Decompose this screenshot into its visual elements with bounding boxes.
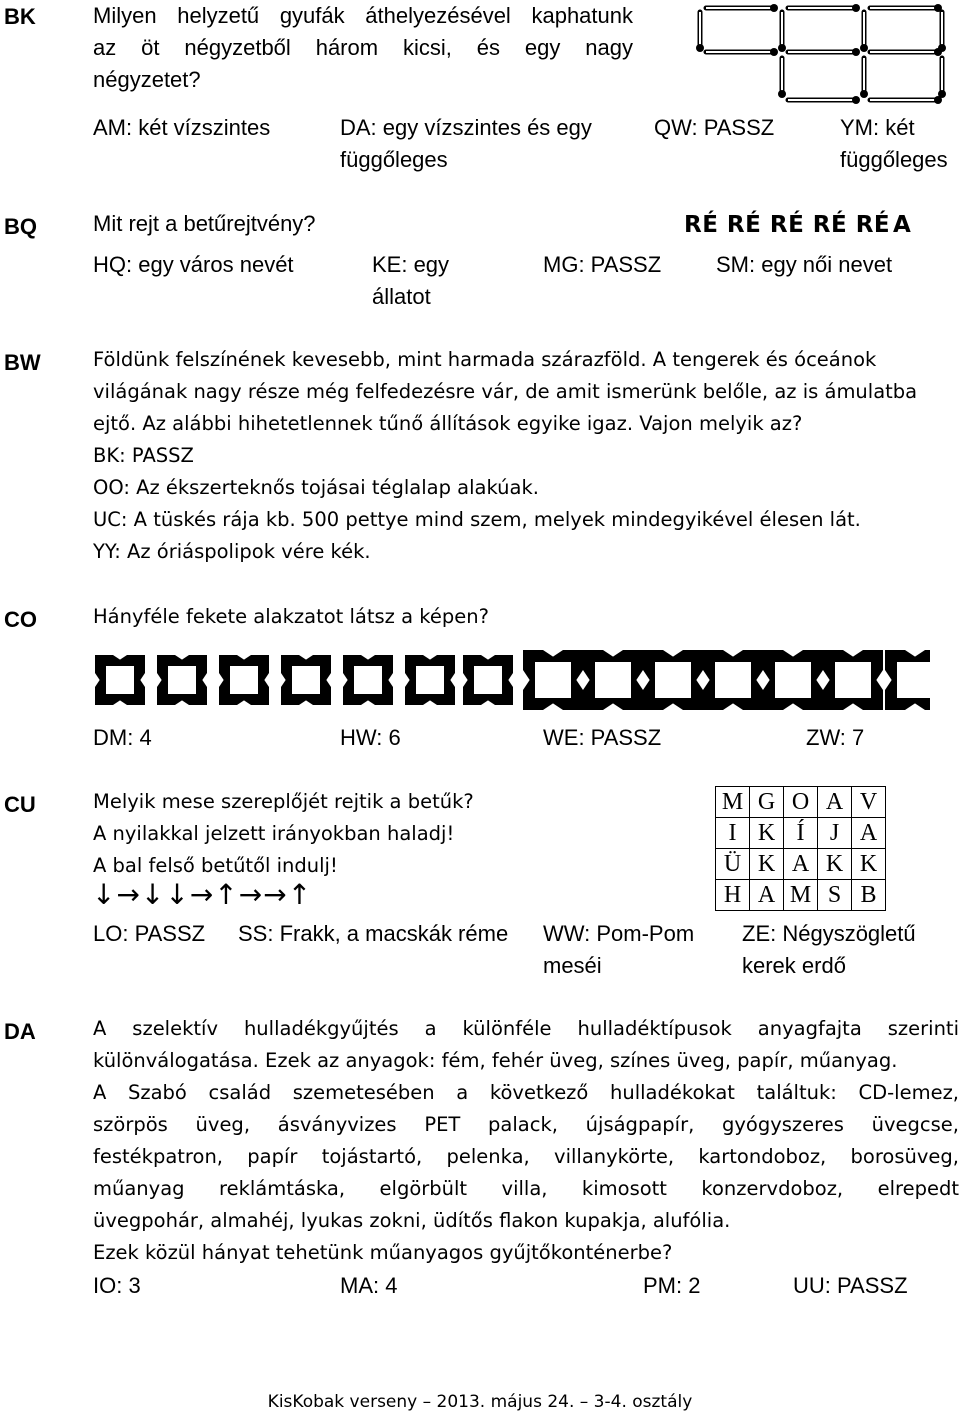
black-shape — [885, 650, 930, 710]
grid-cell: K — [852, 849, 886, 880]
grid-cell: Ü — [716, 849, 750, 880]
grid-cell: A — [750, 880, 784, 911]
grid-cell: A — [818, 787, 852, 818]
grid-row — [716, 880, 886, 911]
question-line: négyzetet? — [93, 67, 201, 92]
answer-ww[interactable] — [543, 918, 694, 982]
black-shape — [823, 650, 883, 710]
answer-oo[interactable]: OO: Az ékszerteknős tojásai téglalap alakúak. — [93, 476, 539, 499]
answer-dm[interactable]: DM: 4 — [93, 725, 152, 750]
grid-cell: J — [818, 818, 852, 849]
black-shape — [157, 655, 207, 705]
matchstick-figure — [690, 0, 960, 110]
black-shape — [763, 650, 823, 710]
matchstick — [788, 48, 860, 56]
question-code-co: CO — [4, 607, 37, 632]
answer-line: függőleges — [840, 147, 948, 172]
question-line: üvegpohár, almahéj, lyukas zokni, üdítős flakon kupakja, alufólia. — [93, 1209, 731, 1232]
matchstick — [706, 48, 778, 56]
black-shape — [405, 655, 455, 705]
black-shape — [219, 655, 269, 705]
grid-cell: B — [852, 880, 886, 911]
question-bk — [93, 0, 633, 96]
matchstick — [860, 58, 868, 98]
answer-uc[interactable]: UC: A tüskés rája kb. 500 pettye mind szem, melyek mindegyikével élesen lát. — [93, 508, 861, 531]
matchstick — [788, 96, 860, 104]
black-shape — [95, 655, 145, 705]
letter-grid — [715, 786, 886, 911]
matchstick — [778, 12, 786, 52]
grid-row — [716, 818, 886, 849]
question-line: Földünk felszínének kevesebb, mint harmada szárazföld. A tengerek és óceánok — [93, 348, 877, 371]
black-shape — [463, 655, 513, 705]
black-shape — [523, 650, 583, 710]
rebus-letter: A — [893, 212, 911, 238]
rebus-text: RÉ RÉ RÉ RÉ RÉ — [684, 212, 891, 238]
answer-ze[interactable] — [742, 918, 916, 982]
question-code-cu: CU — [4, 792, 36, 817]
answer-zw[interactable]: ZW: 7 — [806, 725, 865, 750]
answer-mg[interactable]: MG: PASSZ — [543, 252, 662, 277]
grid-cell: G — [750, 787, 784, 818]
answer-da[interactable] — [340, 112, 592, 176]
answer-lo[interactable]: LO: PASSZ — [93, 921, 206, 946]
answer-line: ZE: Négyszögletű — [742, 921, 916, 946]
grid-cell: H — [716, 880, 750, 911]
answer-ym[interactable] — [840, 112, 948, 176]
answer-line: kerek erdő — [742, 953, 846, 978]
matchstick — [870, 96, 942, 104]
black-shape — [643, 650, 703, 710]
matchstick — [778, 58, 786, 98]
answer-line: függőleges — [340, 147, 448, 172]
question-line: A szelektív hulladékgyűjtés a különféle hulladéktípusok anyagfajta szerinti — [93, 1017, 959, 1040]
matchstick — [860, 12, 868, 52]
matchstick — [938, 58, 946, 98]
question-code-bw: BW — [4, 350, 41, 375]
question-co: Hányféle fekete alakzatot látsz a képen? — [93, 605, 489, 628]
grid-cell: V — [852, 787, 886, 818]
question-line: az öt négyzetből három kicsi, és egy nagy — [93, 35, 633, 60]
black-shape — [583, 650, 643, 710]
answer-we[interactable]: WE: PASSZ — [543, 725, 662, 750]
answer-line: KE: egy — [372, 252, 450, 277]
matchstick — [938, 12, 946, 52]
grid-cell: S — [818, 880, 852, 911]
grid-row — [716, 787, 886, 818]
answer-ma[interactable]: MA: 4 — [340, 1273, 398, 1298]
question-code-bk: BK — [4, 4, 36, 29]
black-shape — [281, 655, 331, 705]
question-line: ejtő. Az alábbi hihetetlennek tűnő állítások egyike igaz. Vajon melyik az? — [93, 412, 803, 435]
question-line: Melyik mese szereplőjét rejtik a betűk? — [93, 790, 474, 813]
answer-yy[interactable]: YY: Az óriáspolipok vére kék. — [93, 540, 371, 563]
grid-cell: M — [784, 880, 818, 911]
answer-line: állatot — [372, 284, 431, 309]
black-shapes-figure — [95, 650, 930, 716]
question-line: Ezek közül hányat tehetünk műanyagos gyűjtőkonténerbe? — [93, 1241, 673, 1264]
matchstick — [870, 48, 942, 56]
question-code-bq: BQ — [4, 214, 37, 239]
answer-io[interactable]: IO: 3 — [93, 1273, 141, 1298]
answer-bk[interactable]: BK: PASSZ — [93, 444, 194, 467]
answer-line: meséi — [543, 953, 602, 978]
question-line: különválogatása. Ezek az anyagok: fém, fehér üveg, színes üveg, papír, műanyag. — [93, 1049, 898, 1072]
answer-line: DA: egy vízszintes és egy — [340, 115, 592, 140]
question-line: Milyen helyzetű gyufák áthelyezésével kaphatunk — [93, 3, 633, 28]
matchstick — [706, 4, 778, 12]
page-footer: KisKobak verseny – 2013. május 24. – 3-4. osztály — [267, 1392, 693, 1412]
grid-cell: K — [750, 818, 784, 849]
question-line: szörpös üveg, ásványvizes PET palack, újságpapír, gyógyszeres üvegcse, — [93, 1113, 959, 1136]
answer-pm[interactable]: PM: 2 — [643, 1273, 701, 1298]
grid-cell: M — [716, 787, 750, 818]
answer-am[interactable]: AM: két vízszintes — [93, 115, 271, 140]
matchstick — [788, 4, 860, 12]
grid-cell: I — [716, 818, 750, 849]
answer-uu[interactable]: UU: PASSZ — [793, 1273, 908, 1298]
question-line: festékpatron, papír tojástartó, pelenka, villanykörte, kartondoboz, borosüveg, — [93, 1145, 959, 1168]
question-code-da: DA — [4, 1019, 36, 1044]
grid-cell: K — [818, 849, 852, 880]
grid-cell: A — [784, 849, 818, 880]
black-shape — [703, 650, 763, 710]
answer-ke[interactable] — [372, 249, 449, 313]
question-line: A nyilakkal jelzett irányokban haladj! — [93, 822, 455, 845]
matchstick — [870, 4, 942, 12]
direction-arrows: ↓→↓↓→↑→→↑ — [92, 878, 313, 911]
question-line: világának nagy része még felfedezésre vár, de amit ismerünk belőle, az is ámulatba — [93, 380, 918, 403]
grid-cell: K — [750, 849, 784, 880]
grid-cell: O — [784, 787, 818, 818]
matchstick — [696, 12, 704, 52]
answer-qw[interactable]: QW: PASSZ — [654, 115, 775, 140]
answer-hq[interactable]: HQ: egy város nevét — [93, 252, 294, 277]
grid-row — [716, 849, 886, 880]
question-bq: Mit rejt a betűrejtvény? — [93, 211, 316, 236]
question-line: A bal felső betűtől indulj! — [93, 854, 338, 877]
answer-line: YM: két — [840, 115, 915, 140]
answer-ss[interactable]: SS: Frakk, a macskák réme — [238, 921, 509, 946]
question-line: A Szabó család szemetesében a következő hulladékokat találtuk: CD-lemez, — [93, 1081, 959, 1104]
answer-line: WW: Pom-Pom — [543, 921, 695, 946]
black-shape — [343, 655, 393, 705]
grid-cell: Í — [784, 818, 818, 849]
grid-cell: A — [852, 818, 886, 849]
question-line: műanyag reklámtáska, elgörbült villa, kimosott konzervdoboz, elrepedt — [93, 1177, 959, 1200]
answer-sm[interactable]: SM: egy női nevet — [716, 252, 893, 277]
answer-hw[interactable]: HW: 6 — [340, 725, 401, 750]
